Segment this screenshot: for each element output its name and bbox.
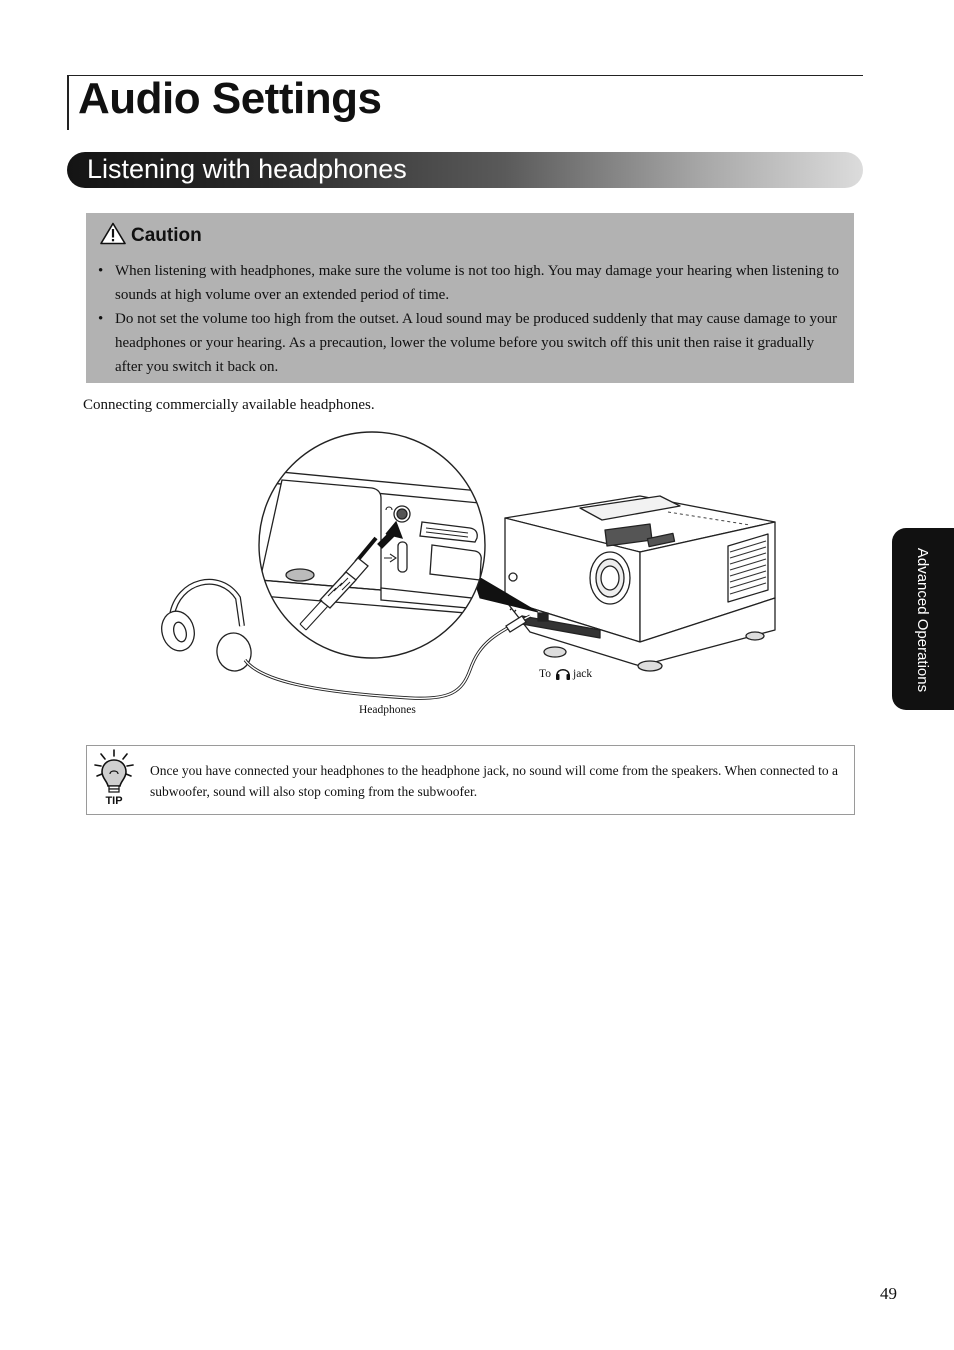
caution-header: [100, 222, 202, 250]
warning-triangle-icon: [100, 222, 126, 250]
label-jack: jack: [573, 668, 593, 680]
tip-box: [86, 745, 855, 815]
magnified-jack-detail: [250, 432, 490, 658]
page-number: 49: [880, 1284, 897, 1303]
caution-item: [98, 259, 843, 307]
title-bar-accent: [67, 75, 69, 130]
caution-item-text: When listening with headphones, make sure the volume is not too high. You may damage your hearing when listening to sounds at high volume over an extended period of time.: [115, 263, 840, 303]
caution-box: [86, 213, 854, 383]
caution-label: Caution: [131, 225, 202, 246]
caution-item: [98, 307, 843, 379]
side-tab[interactable]: [892, 528, 954, 710]
section-header-bar: [67, 152, 863, 188]
page-title: Audio Settings: [78, 74, 382, 123]
tip-icon-label: TIP: [105, 795, 123, 807]
side-tab-label: Advanced Operations: [914, 547, 932, 693]
caution-list: [98, 259, 843, 379]
tip-text: Once you have connected your headphones to the headphone jack, no sound will come from the speakers. When connected to a subwoofer, sound will also stop coming from the subwoofer.: [150, 763, 839, 799]
lightbulb-icon: [93, 748, 135, 813]
bullet: •: [98, 311, 104, 327]
bullet: •: [98, 263, 104, 279]
intro-text: Connecting commercially available headphones.: [83, 397, 375, 413]
label-to: To: [539, 668, 551, 680]
caution-item-text: Do not set the volume too high from the outset. A loud sound may be produced suddenly that may cause damage to your headphones or your hearing. As a precaution, lower the volume before you switch off this unit then raise it gradually after you switch it back on.: [115, 311, 837, 375]
section-title: Listening with headphones: [87, 154, 407, 184]
label-headphones: Headphones: [359, 704, 416, 716]
projector-illustration: [505, 496, 775, 671]
headphone-icon: [556, 670, 570, 680]
headphone-connection-illustration: [150, 430, 790, 735]
